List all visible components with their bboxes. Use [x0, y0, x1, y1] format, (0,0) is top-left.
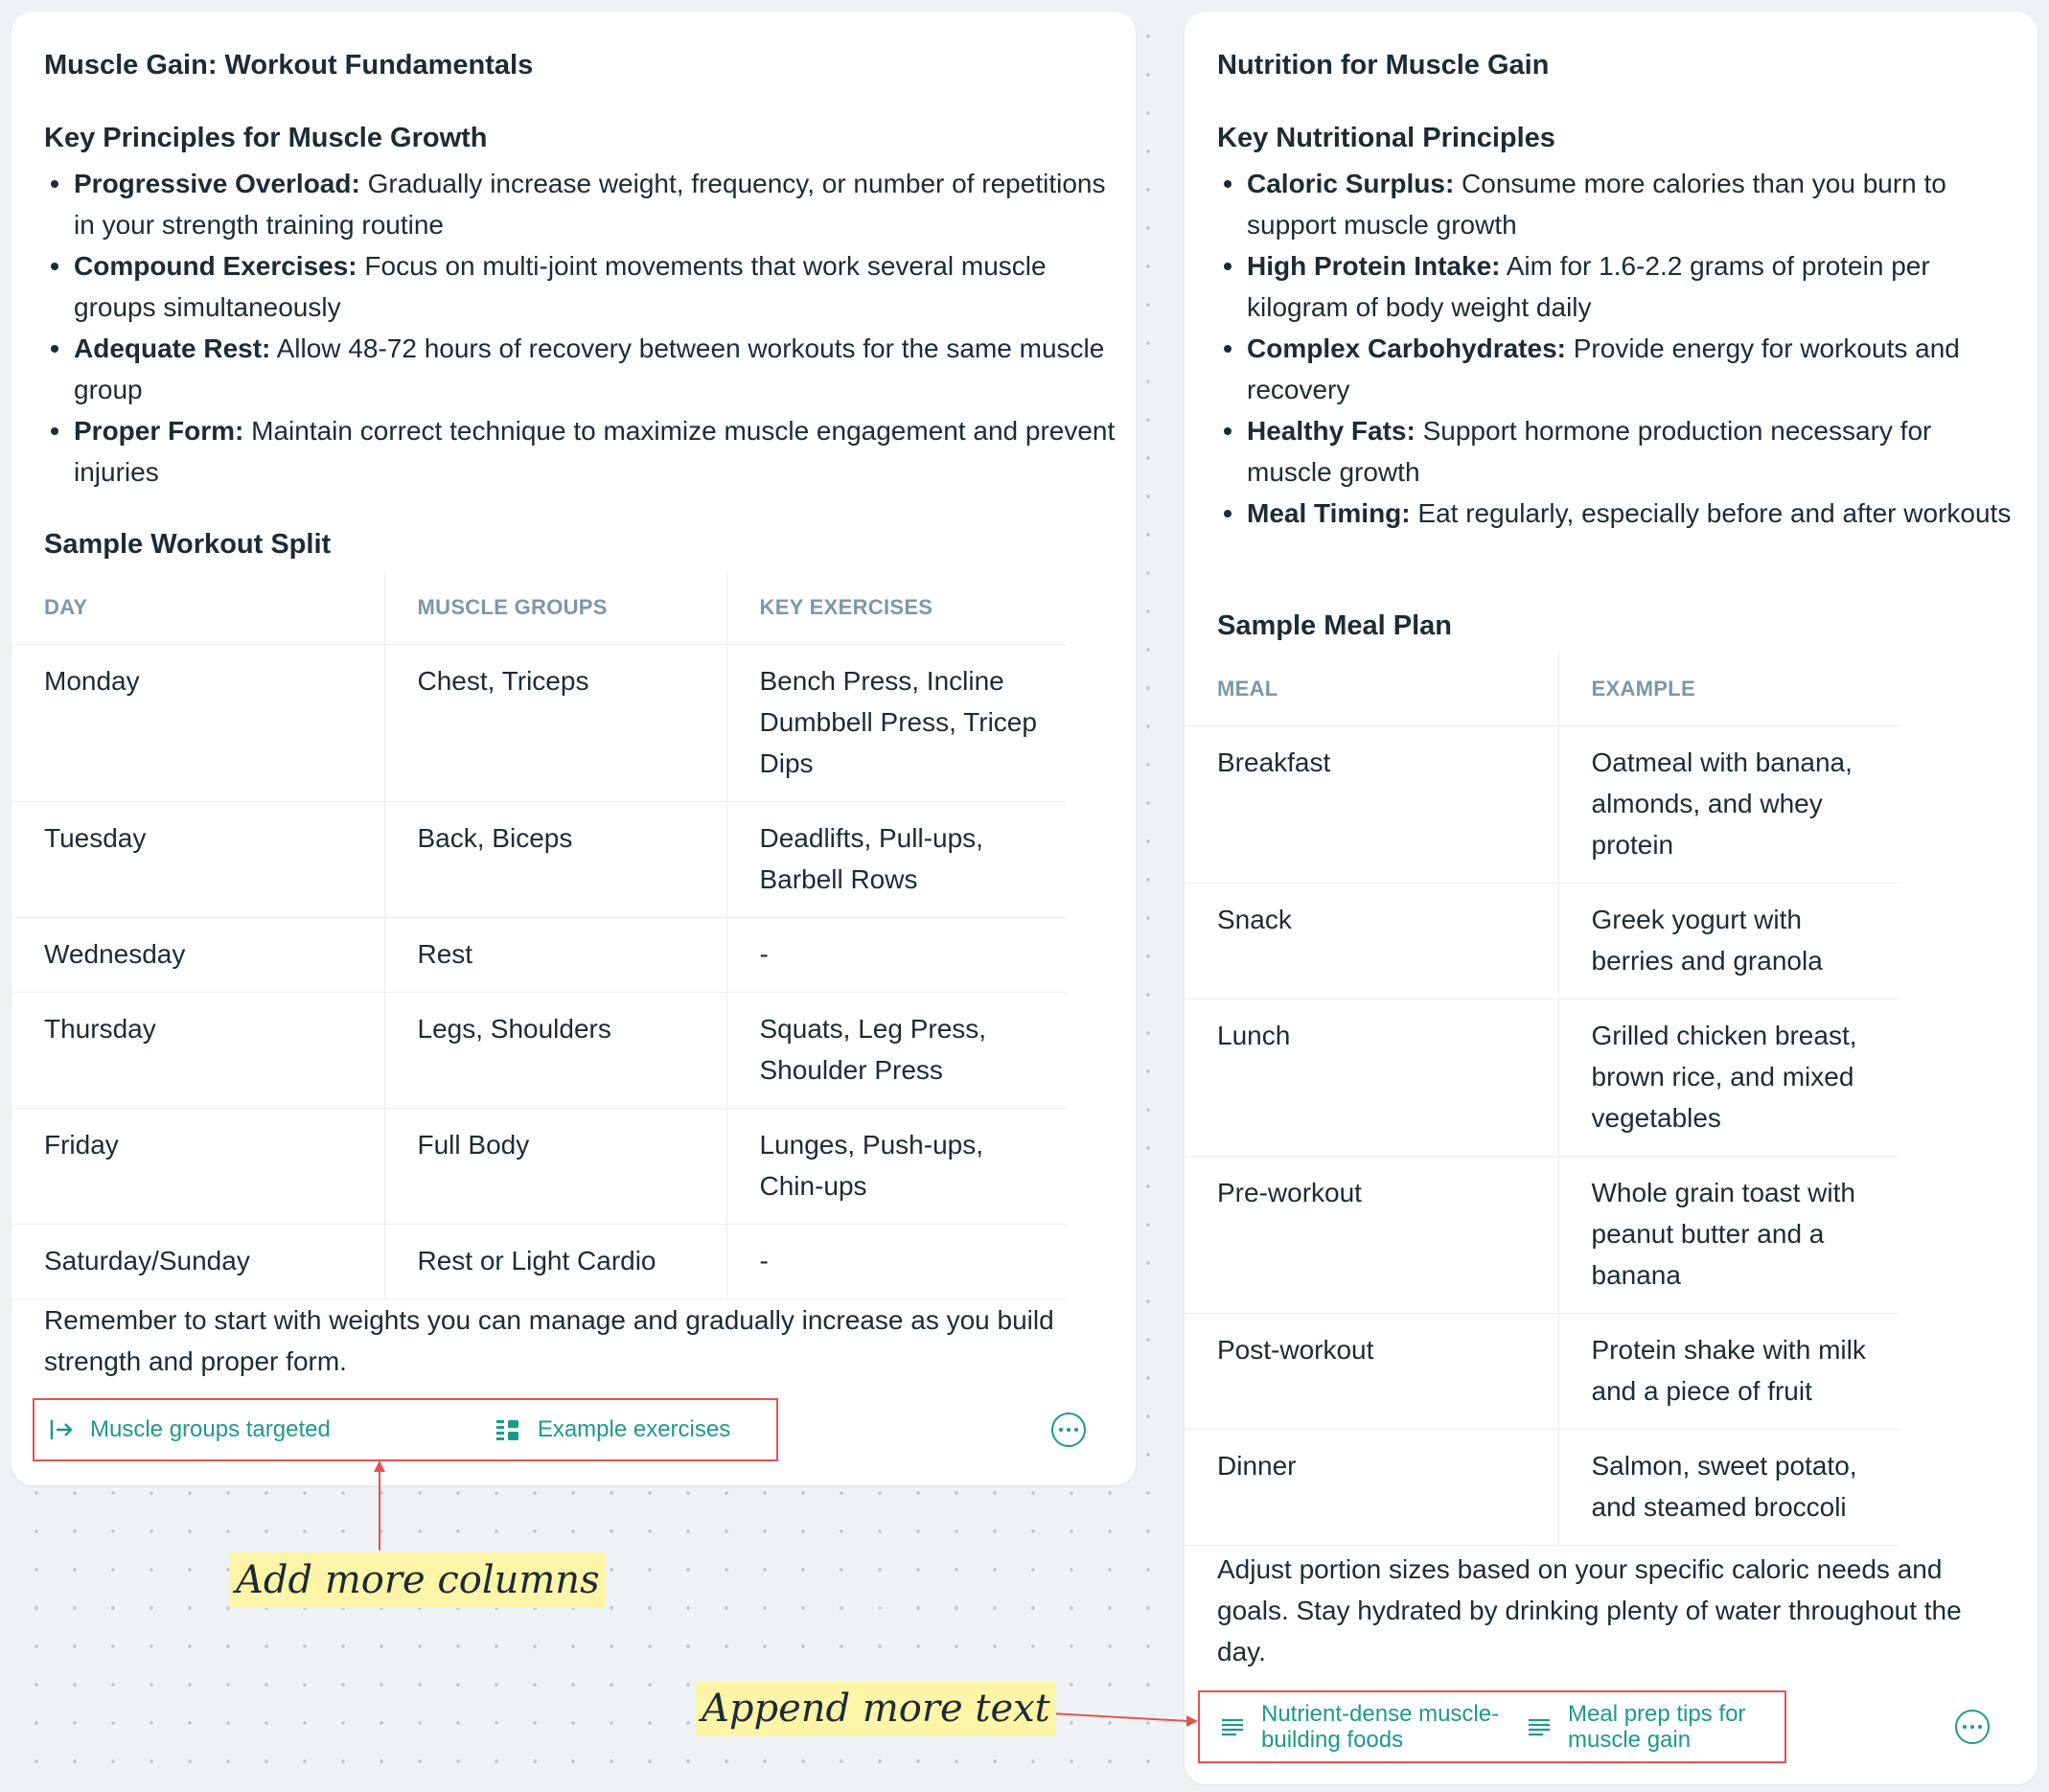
table-cell: Dinner — [1185, 1429, 1558, 1545]
table-header-row — [12, 571, 1067, 644]
table-cell: Lunges, Push-ups, Chin-ups — [726, 1108, 1067, 1224]
list-item: Complex Carbohydrates: Provide energy for workouts and recovery — [1217, 328, 2022, 410]
text-lines-icon — [1526, 1713, 1553, 1740]
table-cell: - — [726, 917, 1067, 992]
column-header: EXAMPLE — [1558, 653, 1899, 725]
closing-paragraph: Remember to start with weights you can manage and gradually increase as you build strength and proper form. — [44, 1305, 1054, 1376]
table-row — [12, 992, 1067, 1108]
table-cell: Deadlifts, Pull-ups, Barbell Rows — [726, 801, 1067, 917]
table-cell: Protein shake with milk and a piece of fruit — [1558, 1313, 1899, 1429]
table-row — [12, 1224, 1067, 1298]
list-item: Adequate Rest: Allow 48-72 hours of recovery between workouts for the same muscle group — [44, 328, 1117, 410]
followup-label: Nutrient-dense muscle-building foods — [1261, 1701, 1500, 1753]
table-header-row — [1185, 653, 1899, 725]
principles-heading: Key Principles for Muscle Growth — [44, 123, 488, 153]
table-cell: Rest — [384, 917, 726, 992]
more-options-icon[interactable] — [1955, 1710, 1990, 1744]
table-cell: Grilled chicken breast, brown rice, and mixed vegetables — [1558, 999, 1899, 1156]
table-row — [1185, 1313, 1899, 1429]
nutrition-card — [1185, 11, 2037, 1784]
table-cell: Post-workout — [1185, 1313, 1558, 1429]
list-blocks-icon — [494, 1415, 522, 1444]
column-header: MUSCLE GROUPS — [384, 571, 726, 644]
table-row — [12, 1108, 1067, 1224]
table-row — [1185, 883, 1899, 999]
list-item: Proper Form: Maintain correct technique to maximize muscle engagement and prevent injuries — [44, 410, 1117, 493]
table-cell: Back, Biceps — [384, 801, 726, 917]
table-cell: Legs, Shoulders — [384, 992, 726, 1108]
table-cell: Greek yogurt with berries and granola — [1558, 883, 1899, 999]
followup-suggestions — [33, 1398, 778, 1461]
table-cell: Whole grain toast with peanut butter and a banana — [1558, 1156, 1899, 1313]
principles-list — [1217, 163, 2022, 534]
meal-plan-heading: Sample Meal Plan — [1217, 610, 1452, 641]
card-title: Nutrition for Muscle Gain — [1217, 50, 1550, 80]
add-column-icon — [48, 1415, 77, 1444]
list-item: Compound Exercises: Focus on multi-joint movements that work several muscle groups simultaneously — [44, 245, 1117, 328]
table-row — [1185, 1156, 1899, 1313]
column-header: MEAL — [1185, 653, 1558, 725]
table-cell: Wednesday — [12, 917, 384, 992]
meal-plan-table — [1185, 653, 1899, 1546]
table-row — [12, 644, 1067, 801]
column-header: DAY — [12, 571, 384, 644]
table-cell: Thursday — [12, 992, 384, 1108]
table-row — [12, 801, 1067, 917]
list-item: Caloric Surplus: Consume more calories than you burn to support muscle growth — [1217, 163, 2022, 245]
table-row — [1185, 999, 1899, 1156]
table-cell: Lunch — [1185, 999, 1558, 1156]
split-heading: Sample Workout Split — [44, 529, 332, 560]
followup-example-exercises-button[interactable] — [494, 1415, 730, 1444]
followup-label: Example exercises — [537, 1416, 731, 1442]
list-item: High Protein Intake: Aim for 1.6-2.2 grams of protein per kilogram of body weight daily — [1217, 245, 2022, 328]
column-header: KEY EXERCISES — [726, 571, 1067, 644]
list-item: Progressive Overload: Gradually increase weight, frequency, or number of repetitions in your strength training routine — [44, 163, 1117, 245]
principles-list — [44, 163, 1117, 493]
list-item: Meal Timing: Eat regularly, especially before and after workouts — [1217, 493, 2022, 534]
principles-heading: Key Nutritional Principles — [1217, 123, 1555, 153]
annotation-append-text: Append more text — [696, 1681, 1056, 1736]
table-row — [12, 917, 1067, 992]
table-cell: Salmon, sweet potato, and steamed broccoli — [1558, 1429, 1899, 1545]
followup-label: Meal prep tips for muscle gain — [1568, 1701, 1746, 1753]
text-lines-icon — [1219, 1713, 1246, 1740]
table-cell: Squats, Leg Press, Shoulder Press — [726, 992, 1067, 1108]
table-row — [1185, 725, 1899, 883]
followup-meal-prep-button[interactable] — [1526, 1701, 1756, 1753]
table-cell: Friday — [12, 1108, 384, 1224]
table-cell: Full Body — [384, 1108, 726, 1224]
table-cell: Oatmeal with banana, almonds, and whey protein — [1558, 725, 1899, 883]
followup-nutrient-foods-button[interactable] — [1219, 1701, 1507, 1753]
workout-table — [12, 571, 1067, 1299]
table-cell: Saturday/Sunday — [12, 1224, 384, 1298]
table-cell: Breakfast — [1185, 725, 1558, 883]
card-title: Muscle Gain: Workout Fundamentals — [44, 50, 534, 80]
list-item: Healthy Fats: Support hormone production necessary for muscle growth — [1217, 410, 2022, 493]
followup-label: Muscle groups targeted — [90, 1416, 331, 1442]
table-cell: Bench Press, Incline Dumbbell Press, Tricep Dips — [726, 644, 1067, 801]
table-cell: Pre-workout — [1185, 1156, 1558, 1313]
table-row — [1185, 1429, 1899, 1545]
followup-suggestions — [1198, 1690, 1786, 1763]
table-cell: Snack — [1185, 883, 1558, 999]
table-cell: Monday — [12, 644, 384, 801]
table-cell: - — [726, 1224, 1067, 1298]
table-cell: Chest, Triceps — [384, 644, 726, 801]
closing-paragraph: Adjust portion sizes based on your specific caloric needs and goals. Stay hydrated by drinking plenty of water throughout the day. — [1217, 1554, 1962, 1666]
more-options-icon[interactable] — [1051, 1413, 1086, 1447]
annotation-add-columns: Add more columns — [230, 1552, 606, 1608]
table-cell: Rest or Light Cardio — [384, 1224, 726, 1298]
table-cell: Tuesday — [12, 801, 384, 917]
workout-card — [12, 11, 1136, 1485]
followup-muscle-groups-button[interactable] — [48, 1415, 331, 1444]
